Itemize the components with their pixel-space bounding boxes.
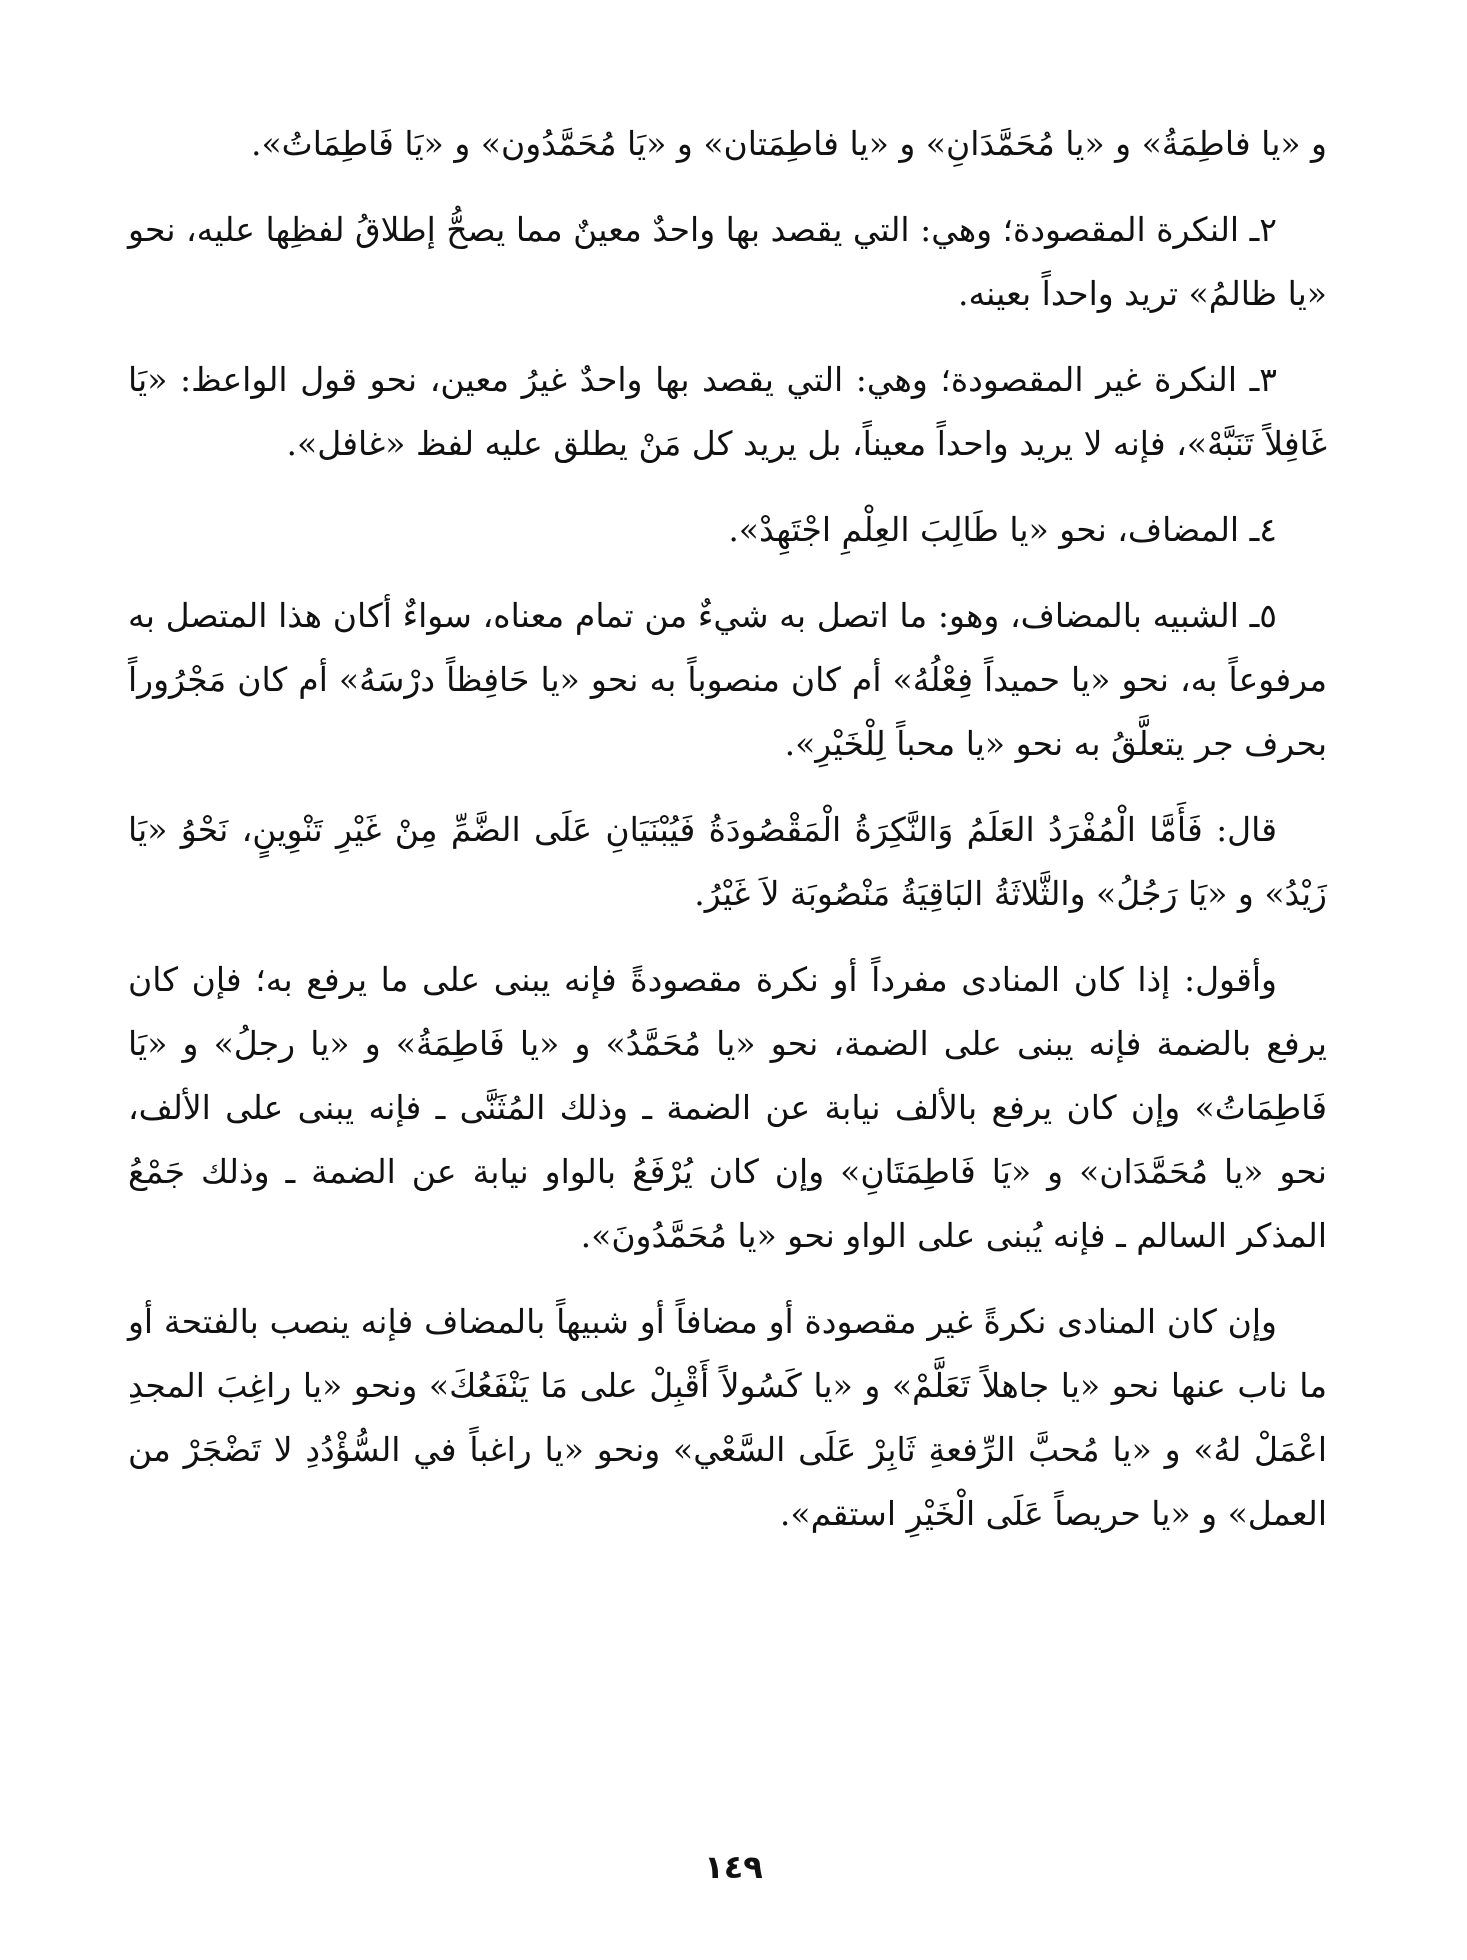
- paragraph-2-indefinite-intended: ٢ـ النكرة المقصودة؛ وهي: التي يقصد بها واحدٌ معينٌ مما يصحُّ إطلاقُ لفظِها عليه، نحو «يا ظالمُ» تريد واحداً بعينه.: [128, 210, 1327, 313]
- paragraph-qala-quote: قال: فَأَمَّا الْمُفْرَدُ العَلَمُ وَالنَّكِرَةُ الْمَقْصُودَةُ فَيُبْنَيَانِ عَلَى الضَّمِّ مِنْ غَيْرِ تَنْوِينٍ، نَحْوُ «يَا زَيْدُ» و «يَا رَجُلُ» والثَّلاثَةُ البَاقِيَةُ مَنْصُوبَة لاَ غَيْرُ.: [128, 810, 1327, 913]
- paragraph-aqulu-explanation: وأقول: إذا كان المنادى مفرداً أو نكرة مقصودةً فإنه يبنى على ما يرفع به؛ فإن كان يرفع بالضمة فإنه يبنى على الضمة، نحو «يا مُحَمَّدُ» و «يا فَاطِمَةُ» و «يا رجلُ» و «يَا فَاطِمَاتُ» وإن كان يرفع بالألف نيابة عن الضمة ـ وذلك المُثَنَّى ـ فإنه يبنى على الألف، نحو «يا مُحَمَّدَان» و «يَا فَاطِمَتَانِ» وإن كان يُرْفَعُ بالواو نيابة عن الضمة ـ وذلك جَمْعُ المذكر السالم ـ فإنه يُبنى على الواو نحو «يا مُحَمَّدُونَ».: [128, 960, 1327, 1255]
- paragraph-nasb-explanation: وإن كان المنادى نكرةً غير مقصودة أو مضافاً أو شبيهاً بالمضاف فإنه ينصب بالفتحة أو ما ناب عنها نحو «يا جاهلاً تَعَلَّمْ» و «يا كَسُولاً أَقْبِلْ على مَا يَنْفَعُكَ» ونحو «يا راغِبَ المجدِ اعْمَلْ لهُ» و «يا مُحبَّ الرِّفعةِ ثَابِرْ عَلَى السَّعْي» ونحو «يا راغباً في السُّؤْدُدِ لا تَضْجَرْ من العمل» و «يا حريصاً عَلَى الْخَيْرِ استقم».: [128, 1302, 1327, 1533]
- paragraph-3-indefinite-unintended: ٣ـ النكرة غير المقصودة؛ وهي: التي يقصد بها واحدٌ غيرُ معين، نحو قول الواعظ: «يَا غَافِلاً تَنَبَّهْ»، فإنه لا يريد واحداً معيناً، بل يريد كل مَنْ يطلق عليه لفظ «غافل».: [128, 360, 1327, 463]
- paragraph-4-mudaf: ٤ـ المضاف، نحو «يا طَالِبَ العِلْمِ اجْتَهِدْ».: [728, 510, 1277, 549]
- body-text: [128, 112, 1327, 1568]
- page-number: ١٤٩: [704, 1848, 763, 1886]
- paragraph-5-shabih-bil-mudaf: ٥ـ الشبيه بالمضاف، وهو: ما اتصل به شيءٌ من تمام معناه، سواءٌ أكان هذا المتصل به مرفوعاً به، نحو «يا حميداً فِعْلُهُ» أم كان منصوباً به نحو «يا حَافِظاً درْسَهُ» أم كان مَجْرُوراً بحرف جر يتعلَّقُ به نحو «يا محباً لِلْخَيْرِ».: [128, 596, 1327, 763]
- paragraph-1-continuation: و «يا فاطِمَةُ» و «يا مُحَمَّدَانِ» و «يا فاطِمَتان» و «يَا مُحَمَّدُون» و «يَا فَاطِمَاتُ».: [250, 124, 1327, 163]
